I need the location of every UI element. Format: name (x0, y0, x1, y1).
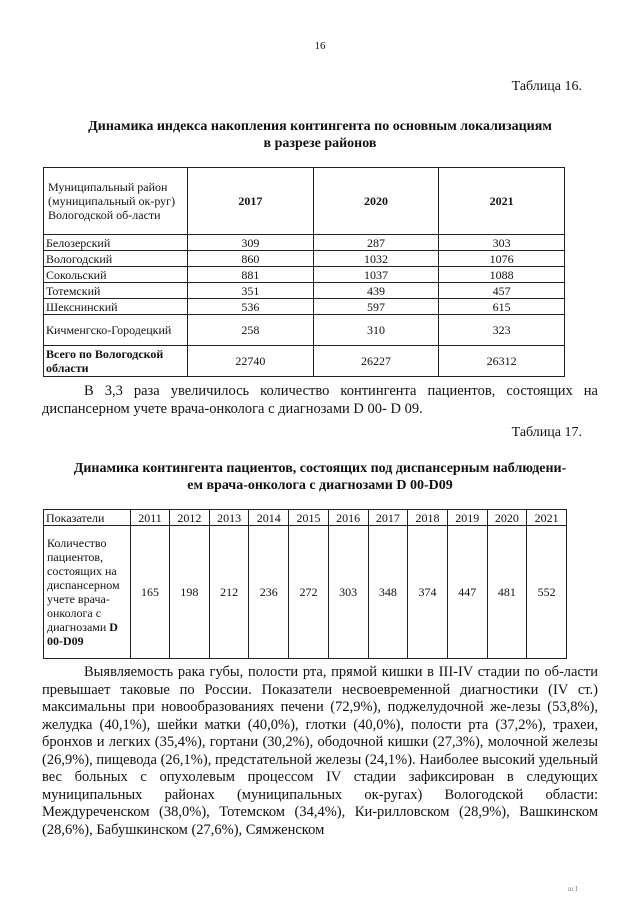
indicator-label-text: Количество пациентов, состоящих на диспансерном учете врача-онколога с диагнозами (47, 536, 120, 634)
value-cell: 860 (188, 251, 314, 267)
value-cell: 374 (408, 526, 448, 659)
table-17 (43, 509, 567, 659)
indicator-header: Показатели (44, 510, 131, 526)
indicator-label-codes: D 00-D09 (47, 620, 118, 648)
table-16 (43, 167, 565, 377)
table-17-title (40, 460, 600, 494)
value-cell: 439 (313, 283, 439, 299)
value-cell: 258 (188, 315, 314, 346)
region-name: Сокольский (44, 267, 188, 283)
value-cell: 1088 (439, 267, 565, 283)
table-row (44, 251, 565, 267)
value-cell: 881 (188, 267, 314, 283)
year-header: 2017 (368, 510, 408, 526)
table-row (44, 315, 565, 346)
value-cell: 236 (249, 526, 289, 659)
value-cell: 1076 (439, 251, 565, 267)
region-name: Тотемский (44, 283, 188, 299)
table-row (44, 235, 565, 251)
table-16-title-line1: Динамика индекса накопления контингента по основным локализациям (88, 119, 552, 134)
table-16-title-line2: в разрезе районов (263, 136, 377, 151)
table-16-label: Таблица 16. (511, 79, 582, 94)
year-header: 2014 (249, 510, 289, 526)
value-cell: 272 (289, 526, 329, 659)
region-name: Вологодский (44, 251, 188, 267)
value-cell: 615 (439, 299, 565, 315)
value-cell: 481 (487, 526, 527, 659)
total-row (44, 346, 565, 377)
value-cell: 552 (527, 526, 567, 659)
value-cell: 303 (328, 526, 368, 659)
region-name: Шекснинский (44, 299, 188, 315)
value-cell: 310 (313, 315, 439, 346)
paragraph-diagnostics: Выявляемость рака губы, полости рта, прямой кишки в III-IV стадии по об-ласти превышает таковые по России. Показатели несвоевременной диагностики (IV ст.) максимальны при новообразованиях печени (72,9%), поджелудочной же-лезы (53,8%), желудка (40,1%), шейки матки (40,0%), глотки (40,0%), полости рта (37,2%), трахеи, бронхов и легких (35,4%), гортани (30,2%), ободочной кишки (27,3%), молочной железы (26,9%), пищевода (26,1%), предстательной железы (24,1%). Наиболее высокий удельный вес больных с опухолевым процессом IV стадии зафиксирован в следующих муниципальных районах (муниципальных ок-ругах) Вологодской области: Междуреченском (38,0%), Тотемском (34,4%), Ки-рилловском (28,9%), Вашкинском (28,6%), Бабушкинском (27,6%), Сямженском (42, 664, 598, 838)
paragraph-contingent-increase: В 3,3 раза увеличилось количество контингента пациентов, состоящих на диспансерном учете врача-онколога с диагнозами D 00- D 09. (42, 383, 598, 417)
year-header: 2020 (487, 510, 527, 526)
value-cell: 323 (439, 315, 565, 346)
year-header: 2021 (527, 510, 567, 526)
table-17-title-line1: Динамика контингента пациентов, состоящих под диспансерным наблюдени- (73, 461, 567, 476)
value-cell: 348 (368, 526, 408, 659)
total-value: 22740 (188, 346, 314, 377)
table-row (44, 283, 565, 299)
region-name: Кичменгско-Городецкий (44, 315, 188, 346)
year-header: 2012 (170, 510, 210, 526)
year-header: 2021 (439, 168, 565, 235)
table-row (44, 267, 565, 283)
year-header: 2017 (188, 168, 314, 235)
value-cell: 536 (188, 299, 314, 315)
value-cell: 447 (447, 526, 487, 659)
value-cell: 165 (131, 526, 170, 659)
value-cell: 287 (313, 235, 439, 251)
value-cell: 1032 (313, 251, 439, 267)
year-header: 2020 (313, 168, 439, 235)
total-value: 26227 (313, 346, 439, 377)
value-cell: 597 (313, 299, 439, 315)
year-header: 2011 (131, 510, 170, 526)
total-label: Всего по Вологодской области (44, 346, 188, 377)
table-17-title-line2: ем врача-онколога с диагнозами D 00-D09 (187, 478, 453, 493)
value-cell: 303 (439, 235, 565, 251)
table-16-title (40, 118, 600, 152)
year-header: 2015 (289, 510, 329, 526)
value-cell: 309 (188, 235, 314, 251)
year-header: 2016 (328, 510, 368, 526)
year-header: 2019 (447, 510, 487, 526)
table-row (44, 526, 567, 659)
value-cell: 1037 (313, 267, 439, 283)
indicator-label (44, 526, 131, 659)
scan-mark: ш I (568, 885, 578, 893)
year-header: 2013 (209, 510, 249, 526)
value-cell: 212 (209, 526, 249, 659)
year-header: 2018 (408, 510, 448, 526)
region-name: Белозерский (44, 235, 188, 251)
total-value: 26312 (439, 346, 565, 377)
value-cell: 457 (439, 283, 565, 299)
table-17-label: Таблица 17. (511, 425, 582, 440)
region-column-header: Муниципальный район (муниципальный ок-руг) Вологодской об-ласти (44, 168, 188, 235)
value-cell: 198 (170, 526, 210, 659)
value-cell: 351 (188, 283, 314, 299)
page-number: 16 (314, 40, 326, 52)
table-row (44, 299, 565, 315)
